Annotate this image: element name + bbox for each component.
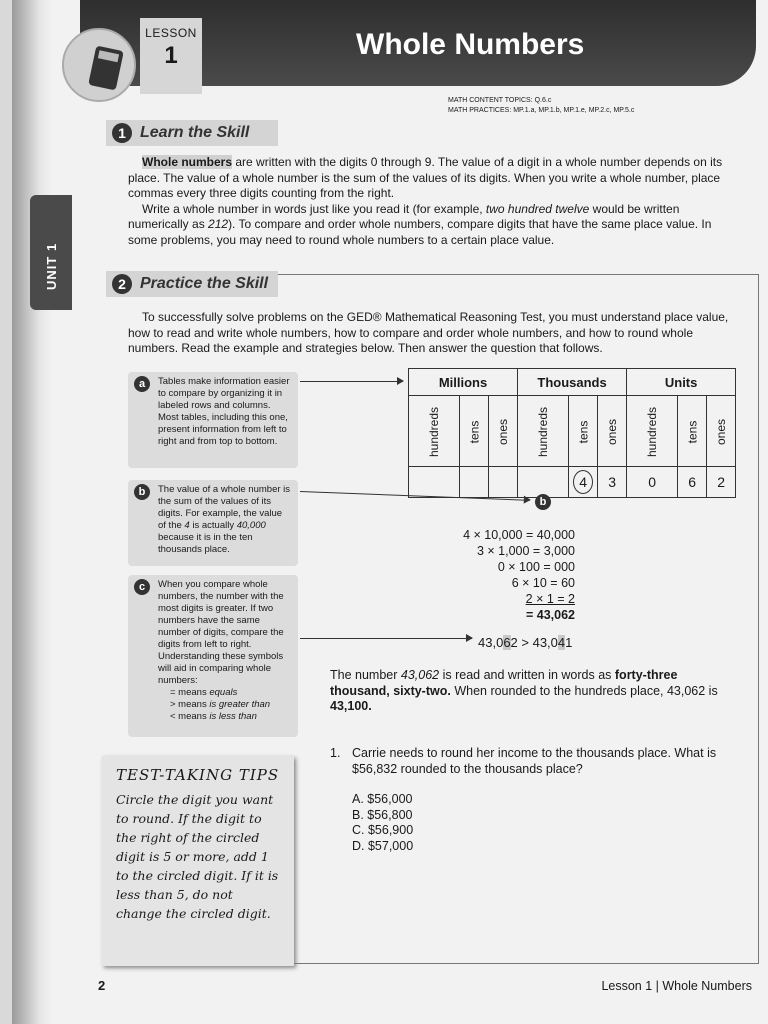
- math-topics: [448, 96, 634, 116]
- place-header: hundreds: [409, 396, 460, 467]
- calc-line: 3 × 1,000 = 3,000: [476, 544, 575, 558]
- section-title: Learn the Skill: [140, 124, 250, 141]
- cmp-highlight: 6: [503, 635, 511, 650]
- meaning-greater: is greater than: [209, 699, 271, 710]
- group-millions: Millions: [409, 369, 518, 396]
- note-a-text: Tables make information easier to compare by organizing it in labeled rows and columns. Most tables, including this one, present information from left to right and from top to bottom.: [158, 376, 290, 447]
- calc-total: = 43,062: [525, 608, 575, 622]
- learn-skill-heading: [106, 120, 278, 146]
- expanded-calculation: [430, 527, 575, 623]
- symbol-equals: = means: [170, 687, 210, 698]
- example-explanation: [330, 668, 730, 715]
- learn-p1: are written with the digits 0 through 9. The value of a digit in a whole number depends on its place. The value of a whole number is the sum of the values of its digits. When you write a whole number, place commas every three digits counting from the right.: [128, 155, 723, 200]
- answer-options: [352, 792, 413, 854]
- note-b-t1: The value of a whole number is the sum of the values of its digits. For example, the value of the: [158, 484, 291, 531]
- note-b-digit: 4: [184, 520, 190, 531]
- note-badge: c: [134, 579, 150, 595]
- cmp-part: 2 > 43,0: [510, 635, 558, 650]
- digit-cell: [489, 467, 518, 498]
- option-c[interactable]: C. $56,900: [352, 823, 414, 837]
- digit-cell: 6: [678, 467, 707, 498]
- digit-cell: [518, 467, 569, 498]
- section-title: Practice the Skill: [140, 275, 269, 292]
- exp-t1: The number: [330, 668, 401, 682]
- unit-label: UNIT 1: [44, 242, 59, 290]
- practice-intro: [128, 310, 740, 357]
- calculator-illustration: [62, 28, 136, 102]
- place-header: hundreds: [518, 396, 569, 467]
- note-b-t2: is actually: [189, 520, 237, 531]
- place-header: tens: [460, 396, 489, 467]
- note-c-text: When you compare whole numbers, the number with the most digits is greater. If two numbers have the same number of digits, compare the digits from left to right. Understanding these symbols will aid in comparing whole numbers:: [158, 579, 284, 686]
- calc-line: 2 × 1 = 2: [525, 592, 575, 606]
- symbol-less: < means: [170, 711, 210, 722]
- option-d[interactable]: D. $57,000: [352, 838, 414, 853]
- exp-number: 43,062: [400, 668, 440, 682]
- circled-digit: 4: [573, 470, 593, 494]
- digit-cell: [409, 467, 460, 498]
- math-practices: MATH PRACTICES: MP.1.a, MP.1.b, MP.1.e, MP.2.c, MP.5.c: [448, 107, 635, 114]
- lesson-number: 1: [164, 42, 178, 69]
- learn-p2-number: 212: [208, 217, 229, 231]
- section-number: 2: [112, 274, 132, 294]
- page-number: 2: [98, 978, 106, 993]
- digit-cell: [460, 467, 489, 498]
- tips-title: TEST-TAKING TIPS: [116, 766, 280, 784]
- option-b[interactable]: B. $56,800: [352, 807, 413, 822]
- content-topics: MATH CONTENT TOPICS: Q.6.c: [448, 97, 552, 104]
- place-header: ones: [598, 396, 627, 467]
- question-text: Carrie needs to round her income to the thousands place. What is $56,832 rounded to the thousands place?: [352, 746, 717, 776]
- cmp-part: 1: [565, 635, 573, 650]
- note-b: [128, 480, 298, 566]
- arrow-a: [300, 381, 403, 382]
- meaning-equals: equals: [209, 687, 238, 698]
- term-whole-numbers: Whole numbers: [142, 155, 233, 169]
- question-number: 1.: [330, 746, 341, 760]
- calc-line: 0 × 100 = 000: [497, 560, 575, 574]
- marker-b: b: [535, 494, 551, 510]
- test-taking-tips: [102, 756, 294, 966]
- digit-cell-circled: [569, 467, 598, 498]
- note-b-t3: because it is in the ten thousands place.: [158, 532, 253, 555]
- calc-line: 4 × 10,000 = 40,000: [463, 528, 575, 542]
- running-footer: Lesson 1 | Whole Numbers: [601, 979, 752, 993]
- place-header: hundreds: [627, 396, 678, 467]
- note-a: [128, 372, 298, 468]
- exp-t2: is read and written in words as: [439, 668, 615, 682]
- note-c: [128, 575, 298, 737]
- meaning-less: is less than: [209, 711, 257, 722]
- place-value-table: [408, 368, 736, 498]
- exp-rounded: 43,100.: [330, 699, 372, 713]
- symbol-greater: > means: [170, 699, 210, 710]
- place-header: ones: [707, 396, 736, 467]
- lesson-tab: [140, 18, 202, 94]
- learn-p2a: Write a whole number in words just like you read it (for example,: [142, 201, 486, 216]
- question-1: [330, 745, 740, 777]
- calc-line: 6 × 10 = 60: [511, 576, 575, 590]
- digit-cell: 3: [598, 467, 627, 498]
- digit-cell: 2: [707, 467, 736, 498]
- note-b-value: 40,000: [236, 520, 266, 531]
- learn-p2b: would be written numerically as: [128, 201, 680, 231]
- group-thousands: Thousands: [518, 369, 627, 396]
- group-units: Units: [627, 369, 736, 396]
- digit-cell: 0: [627, 467, 678, 498]
- practice-skill-heading: [106, 271, 278, 297]
- place-header: ones: [489, 396, 518, 467]
- calculator-icon: [88, 46, 124, 91]
- exp-t3: When rounded to the hundreds place, 43,062 is: [450, 683, 718, 698]
- tips-body: Circle the digit you want to round. If the digit to the right of the circled digit is 5 or more, add 1 to the circled digit. If it is less than 5, do not change the circled digit.: [116, 792, 279, 921]
- learn-p2-example: two hundred twelve: [485, 201, 590, 216]
- learn-p2c: ). To compare and order whole numbers, compare digits that have the same place value. In some problems, you may need to round whole numbers to a certain place value.: [128, 217, 712, 247]
- page-title: Whole Numbers: [356, 28, 585, 61]
- place-header: tens: [678, 396, 707, 467]
- lesson-word: LESSON: [145, 26, 197, 40]
- note-badge: a: [134, 376, 150, 392]
- learn-skill-text: [128, 155, 740, 248]
- place-header: tens: [569, 396, 598, 467]
- exp-words: forty-three thousand, sixty-two.: [330, 668, 678, 698]
- option-a[interactable]: A. $56,000: [352, 792, 413, 806]
- cmp-highlight: 4: [557, 635, 566, 650]
- section-number: 1: [112, 123, 132, 143]
- arrow-c: [300, 638, 472, 639]
- note-badge: b: [134, 484, 150, 500]
- book-spine: [12, 0, 52, 1024]
- comparison: [478, 635, 572, 650]
- practice-intro-text: To successfully solve problems on the GED® Mathematical Reasoning Test, you must understand place value, how to read and write whole numbers, how to compare and order whole numbers, and how to round whole numbers. Read the example and strategies below. Then answer the question that follows.: [128, 310, 729, 355]
- cmp-part: 43,0: [478, 635, 504, 650]
